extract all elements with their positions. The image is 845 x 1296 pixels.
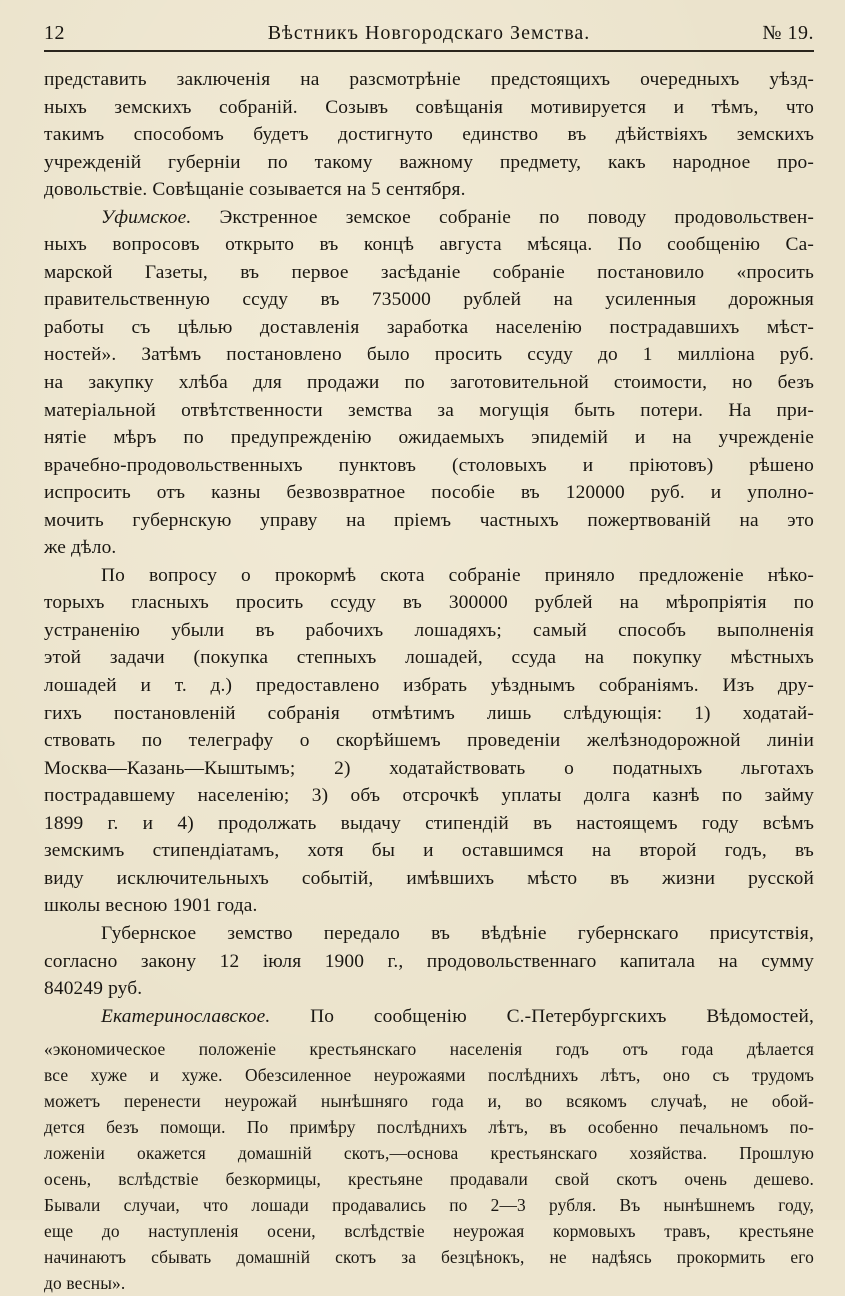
text-line — [44, 589, 814, 617]
line-text: «экономическое положеніе крестьянскаго населенія годъ отъ года дѣлается — [44, 1039, 814, 1060]
line-text: можетъ перенести неурожай нынѣшняго года и, во всякомъ случаѣ, не обой- — [44, 1091, 814, 1112]
text-line — [44, 94, 814, 122]
text-line — [44, 782, 814, 810]
running-header — [44, 20, 814, 50]
journal-title: Вѣстникъ Новгородскаго Земства. — [267, 22, 591, 44]
text-line — [44, 755, 814, 783]
text-line — [44, 700, 814, 728]
text-line — [44, 176, 814, 204]
text-line — [44, 507, 814, 535]
line-text: виду исключительныхъ событій, имѣвшихъ мѣсто въ жизни русской — [44, 867, 814, 889]
text-line — [44, 204, 814, 232]
quote-line — [44, 1244, 814, 1270]
line-text: ложеніи окажется домашній скотъ,—основа крестьянскаго хозяйства. Прошлую — [44, 1143, 814, 1164]
line-text: Губернское земство передало въ вѣдѣніе губернскаго присутствія, — [101, 922, 814, 944]
text-line — [44, 562, 814, 590]
text-line — [44, 617, 814, 645]
text-line — [44, 121, 814, 149]
line-text: гихъ постановленій собранія отмѣтимъ лишь слѣдующія: 1) ходатай- — [44, 702, 814, 724]
quote-line — [44, 1088, 814, 1114]
text-line — [44, 644, 814, 672]
line-text: еще до наступленія осени, вслѣдствіе неурожая кормовыхъ травъ, крестьяне — [44, 1221, 814, 1242]
line-text: земскимъ стипендіатамъ, хотя бы и оставшимся на второй годъ, въ — [44, 840, 814, 862]
line-text: согласно закону 12 іюля 1900 г., продовольственнаго капитала на сумму — [44, 950, 814, 972]
quote-line — [44, 1270, 814, 1296]
line-text: дется безъ помощи. По примѣру послѣднихъ лѣтъ, въ особенно печальномъ по- — [44, 1117, 814, 1138]
quote-line — [44, 1062, 814, 1088]
line-text: начинаютъ сбывать домашній скотъ за безцѣнокъ, не надѣясь прокормить его — [44, 1247, 814, 1268]
line-text: такимъ способомъ будетъ достигнуто единство въ дѣйствіяхъ земскихъ — [44, 124, 814, 146]
page-number: 12 — [44, 22, 65, 44]
text-line — [44, 534, 814, 562]
line-text: испросить отъ казны безвозвратное пособіе въ 120000 руб. и уполно- — [44, 482, 814, 504]
text-line — [44, 424, 814, 452]
line-text: довольствіе. Совѣщаніе созывается на 5 сентября. — [44, 179, 466, 201]
text-line — [44, 479, 814, 507]
line-text: учрежденій губерніи по такому важному предмету, какъ народное про- — [44, 151, 814, 173]
line-text: до весны». — [44, 1273, 126, 1294]
line-text: матеріальной отвѣтственности земства за могущія быть потери. На при- — [44, 399, 814, 421]
line-text: представить заключенія на разсмотрѣніе предстоящихъ очередныхъ уѣзд- — [44, 69, 814, 90]
text-line — [44, 231, 814, 259]
text-line — [44, 314, 814, 342]
line-text: устраненію убыли въ рабочихъ лошадяхъ; самый способъ выполненія — [44, 619, 814, 641]
line-text: Экстренное земское собраніе по поводу продовольствен- — [191, 206, 814, 228]
line-text: ныхъ вопросовъ открыто въ концѣ августа мѣсяца. По сообщенію Са- — [44, 234, 814, 256]
text-line — [44, 397, 814, 425]
line-text: По сообщенію С.-Петербургскихъ Вѣдомостей, — [270, 1005, 814, 1027]
quote-line — [44, 1114, 814, 1140]
text-line — [44, 149, 814, 177]
text-line — [44, 975, 814, 1003]
text-line — [44, 1003, 814, 1031]
line-text: По вопросу о прокормѣ скота собраніе приняло предложеніе нѣко- — [101, 564, 814, 586]
line-text: пострадавшему населенію; 3) объ отсрочкѣ уплаты долга казнѣ по займу — [44, 785, 814, 807]
line-text: марской Газеты, въ первое засѣданіе собраніе постановило «просить — [44, 261, 814, 283]
line-text: работы съ цѣлью доставленія заработка населенію пострадавшихъ мѣст- — [44, 316, 814, 338]
line-text: лошадей и т. д.) предоставлено избрать уѣзднымъ собраніямъ. Изъ дру- — [44, 675, 814, 697]
line-text: ныхъ земскихъ собраній. Созывъ совѣщанія мотивируется и тѣмъ, что — [44, 96, 814, 118]
line-text: на закупку хлѣба для продажи по заготовительной стоимости, но безъ — [44, 372, 814, 394]
quote-line — [44, 1140, 814, 1166]
line-text: школы весною 1901 года. — [44, 895, 258, 917]
region-heading: Уфимское. — [101, 206, 192, 228]
text-line — [44, 810, 814, 838]
line-text: 840249 руб. — [44, 978, 143, 1000]
line-text: осень, вслѣдствіе безкормицы, крестьяне продавали свой скотъ очень дешево. — [44, 1169, 814, 1190]
line-text: же дѣло. — [44, 537, 117, 559]
text-line — [44, 452, 814, 480]
quote-line — [44, 1192, 814, 1218]
text-line — [44, 341, 814, 369]
line-text: Москва—Казань—Кыштымъ; 2) ходатайствовать о податныхъ льготахъ — [44, 757, 814, 779]
line-text: Бывали случаи, что лошади продавались по 2—3 рубля. Въ нынѣшнемъ году, — [44, 1195, 814, 1216]
text-line — [44, 672, 814, 700]
text-line — [44, 865, 814, 893]
header-rule — [44, 50, 814, 52]
line-text: этой задачи (покупка степныхъ лошадей, ссуда на покупку мѣстныхъ — [44, 647, 814, 669]
line-text: правительственную ссуду въ 735000 рублей на усиленныя дорожныя — [44, 289, 814, 311]
text-line — [44, 837, 814, 865]
article-body — [44, 66, 814, 1296]
quote-line — [44, 1166, 814, 1192]
line-text: врачебно-продовольственныхъ пунктовъ (столовыхъ и пріютовъ) рѣшено — [44, 454, 814, 476]
text-line — [44, 286, 814, 314]
line-text: ностей». Затѣмъ постановлено было просить ссуду до 1 милліона руб. — [44, 344, 814, 366]
text-line — [44, 892, 814, 920]
line-text: мочить губернскую управу на пріемъ частныхъ пожертвованій на это — [44, 509, 814, 531]
line-text: все хуже и хуже. Обезсиленное неурожаями послѣднихъ лѣтъ, оно съ трудомъ — [44, 1065, 814, 1086]
line-text: нятіе мѣръ по предупрежденію ожидаемыхъ эпидемій и на учрежденіе — [44, 427, 814, 449]
quote-line — [44, 1218, 814, 1244]
text-line — [44, 259, 814, 287]
text-line — [44, 727, 814, 755]
line-text: 1899 г. и 4) продолжать выдачу стипендій въ настоящемъ году всѣмъ — [44, 812, 814, 834]
region-heading: Екатеринославское. — [101, 1005, 271, 1027]
text-line — [44, 66, 814, 94]
quote-line — [44, 1036, 814, 1062]
issue-number: № 19. — [762, 22, 814, 44]
text-line — [44, 948, 814, 976]
line-text: ствовать по телеграфу о скорѣйшемъ проведеніи желѣзнодорожной линіи — [44, 730, 814, 752]
line-text: торыхъ гласныхъ просить ссуду въ 300000 рублей на мѣропріятія по — [44, 592, 814, 614]
text-line — [44, 920, 814, 948]
text-line — [44, 369, 814, 397]
